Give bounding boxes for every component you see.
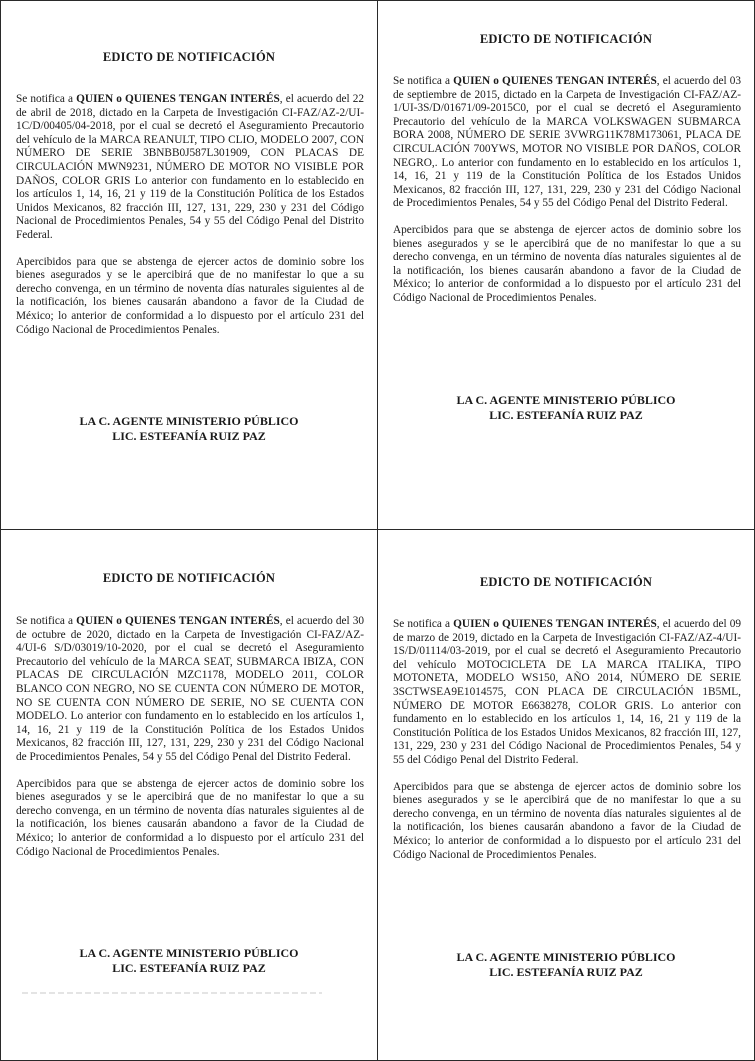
edict-title: EDICTO DE NOTIFICACIÓN (102, 571, 276, 585)
edict-paragraph-2: Apercibidos para que se abstenga de ejercer actos de dominio sobre los bienes asegurados y se le apercibirá que de no manifestar lo que a su derecho convenga, en un término de noventa días naturales siguientes al de la notificación, los bienes causarán abandono a favor de la Ciudad de México; lo anterior de conformidad a lo dispuesto por el artículo 231 del Código Nacional de Procedimientos Penales. (393, 780, 741, 861)
edict-party: QUIEN o QUIENES TENGAN INTERÉS (76, 615, 280, 627)
edict-title: EDICTO DE NOTIFICACIÓN (479, 575, 653, 589)
edict-panel-2 (377, 0, 755, 530)
edict-text: , el acuerdo del 30 de octubre de 2020, dictado en la Carpeta de Investigación CI-FAZ/AZ-4/UI-6 S/D/03019/10-2020, por el cual se decretó el Aseguramiento Precautorio del vehículo de la MARCA SEAT, SUBMARCA IBIZA, CON PLACAS DE CIRCULACIÓN MZC1178, MODELO 2011, COLOR BLANCO CON NEGRO, NO SE CUENTA CON NÚMERO DE MOTOR, NO SE CUENTA CON NÚMERO DE SERIE, NO SE CUENTA CON MODELO. Lo anterior con fundamento en lo establecido en los artículos 1, 14, 16, 21 y 119 de la Constitución Política de los Estados Unidos Mexicanos, 82 fracción III, 127, 131, 229, 230 y 231 del Código Nacional de Procedimientos Penales, 54 y 55 del Código Penal del Distrito Federal. (16, 615, 365, 763)
edict-paragraph-1 (16, 615, 364, 765)
edict-paragraph-1 (393, 75, 741, 211)
signature-name: LIC. ESTEFANÍA RUIZ PAZ (489, 408, 643, 422)
signature-name: LIC. ESTEFANÍA RUIZ PAZ (112, 961, 266, 975)
edict-party: QUIEN o QUIENES TENGAN INTERÉS (453, 75, 657, 87)
edict-text: , el acuerdo del 03 de septiembre de 2015, dictado en la Carpeta de Investigación CI-FAZ/AZ-1/UI-3S/D/01671/09-2015C0, por el cual se decretó el Aseguramiento Precautorio del vehículo de la MARCA VOLKSWAGEN SUBMARCA BORA 2008, NÚMERO DE SERIE 3VWRG11K78M173061, PLACA DE CIRCULACIÓN 700YWS, MOTOR NO VISIBLE POR DAÑOS, COLOR NEGRO,. Lo anterior con fundamento en lo establecido en los artículos 1, 14, 16, 21 y 119 de la Constitución Política de los Estados Unidos Mexicanos, 82 fracción III, 127, 131, 229, 230 y 231 del Código Nacional de Procedimientos Penales, 54 y 55 del Código Penal del Distrito Federal. (393, 75, 742, 210)
edict-signature (378, 950, 754, 980)
edict-body (16, 93, 364, 337)
scan-artifact-line (22, 992, 322, 994)
signature-role: LA C. AGENTE MINISTERIO PÚBLICO (456, 393, 676, 407)
signature-role: LA C. AGENTE MINISTERIO PÚBLICO (456, 950, 676, 964)
edict-party: QUIEN o QUIENES TENGAN INTERÉS (453, 618, 657, 630)
signature-role: LA C. AGENTE MINISTERIO PÚBLICO (79, 414, 299, 428)
edict-text: , el acuerdo del 09 de marzo de 2019, dictado en la Carpeta de Investigación CI-FAZ/AZ-4/UI-1S/D/01114/03-2019, por el cual se decretó el Aseguramiento Precautorio del vehículo MOTOCICLETA DE LA MARCA ITALIKA, TIPO MOTONETA, MODELO WS150, AÑO 2014, NÚMERO DE SERIE 3SCTWSEA9E1014575, CON PLACA DE CIRCULACIÓN 1B5ML, NÚMERO DE MOTOR E6638278, COLOR GRIS. Lo anterior con fundamento en lo establecido en los artículos 1, 14, 16, 21 y 119 de la Constitución Política de los Estados Unidos Mexicanos, 82 fracción III, 127, 131, 229, 230 y 231 del Código Nacional de Procedimientos Penales, 54 y 55 del Código Penal del Distrito Federal. (393, 618, 742, 766)
edict-panel-1 (0, 0, 378, 530)
edict-intro: Se notifica a (16, 615, 74, 627)
edict-paragraph-2: Apercibidos para que se abstenga de ejercer actos de dominio sobre los bienes asegurados y se le apercibirá que de no manifestar lo que a su derecho convenga, en un término de noventa días naturales siguientes al de la notificación, los bienes causarán abandono a favor de la Ciudad de México; lo anterior de conformidad a lo dispuesto por el artículo 231 del Código Nacional de Procedimientos Penales. (16, 255, 364, 336)
edict-body (393, 75, 741, 306)
edict-text: , el acuerdo del 22 de abril de 2018, dictado en la Carpeta de Investigación CI-FAZ/AZ-2/UI-1C/D/00405/04-2018, por el cual se decretó el Aseguramiento Precautorio del vehículo de la MARCA REANULT, TIPO CLIO, MODELO 2007, CON NÚMERO DE SERIE 3BNBB0J587L301909, CON PLACAS DE CIRCULACIÓN MWN9231, NÚMERO DE MOTOR NO VISIBLE POR DAÑOS, COLOR GRIS Lo anterior con fundamento en lo establecido en los artículos 1, 14, 16, 21 y 119 de la Constitución Política de los Estados Unidos Mexicanos, 82 fracción III, 127, 131, 229, 230 y 231 del Código Nacional de Procedimientos Penales, 54 y 55 del Código Penal del Distrito Federal. (16, 93, 365, 241)
edict-signature (1, 414, 377, 444)
signature-name: LIC. ESTEFANÍA RUIZ PAZ (112, 429, 266, 443)
edict-paragraph-2: Apercibidos para que se abstenga de ejercer actos de dominio sobre los bienes asegurados y se le apercibirá que de no manifestar lo que a su derecho convenga, en un término de noventa días naturales siguientes al de la notificación, los bienes causarán abandono a favor de la Ciudad de México; lo anterior de conformidad a lo dispuesto por el artículo 231 del Código Nacional de Procedimientos Penales. (16, 777, 364, 858)
signature-name: LIC. ESTEFANÍA RUIZ PAZ (489, 965, 643, 979)
signature-role: LA C. AGENTE MINISTERIO PÚBLICO (79, 946, 299, 960)
edict-signature (378, 393, 754, 423)
edict-title: EDICTO DE NOTIFICACIÓN (479, 32, 653, 46)
edict-intro: Se notifica a (16, 93, 74, 105)
edict-panel-3 (0, 529, 378, 1061)
edict-party: QUIEN o QUIENES TENGAN INTERÉS (76, 93, 280, 105)
edict-paragraph-1 (16, 93, 364, 243)
edict-title: EDICTO DE NOTIFICACIÓN (102, 50, 276, 64)
edict-intro: Se notifica a (393, 75, 451, 87)
edict-panel-4 (377, 529, 755, 1061)
edict-signature (1, 946, 377, 976)
edict-intro: Se notifica a (393, 618, 451, 630)
edict-paragraph-2: Apercibidos para que se abstenga de ejercer actos de dominio sobre los bienes asegurados y se le apercibirá que de no manifestar lo que a su derecho convenga, en un término de noventa días naturales siguientes al de la notificación, los bienes causarán abandono a favor de la Ciudad de México; lo anterior de conformidad a lo dispuesto por el artículo 231 del Código Nacional de Procedimientos Penales. (393, 223, 741, 304)
edict-body (16, 615, 364, 859)
edict-body (393, 618, 741, 862)
edict-paragraph-1 (393, 618, 741, 768)
